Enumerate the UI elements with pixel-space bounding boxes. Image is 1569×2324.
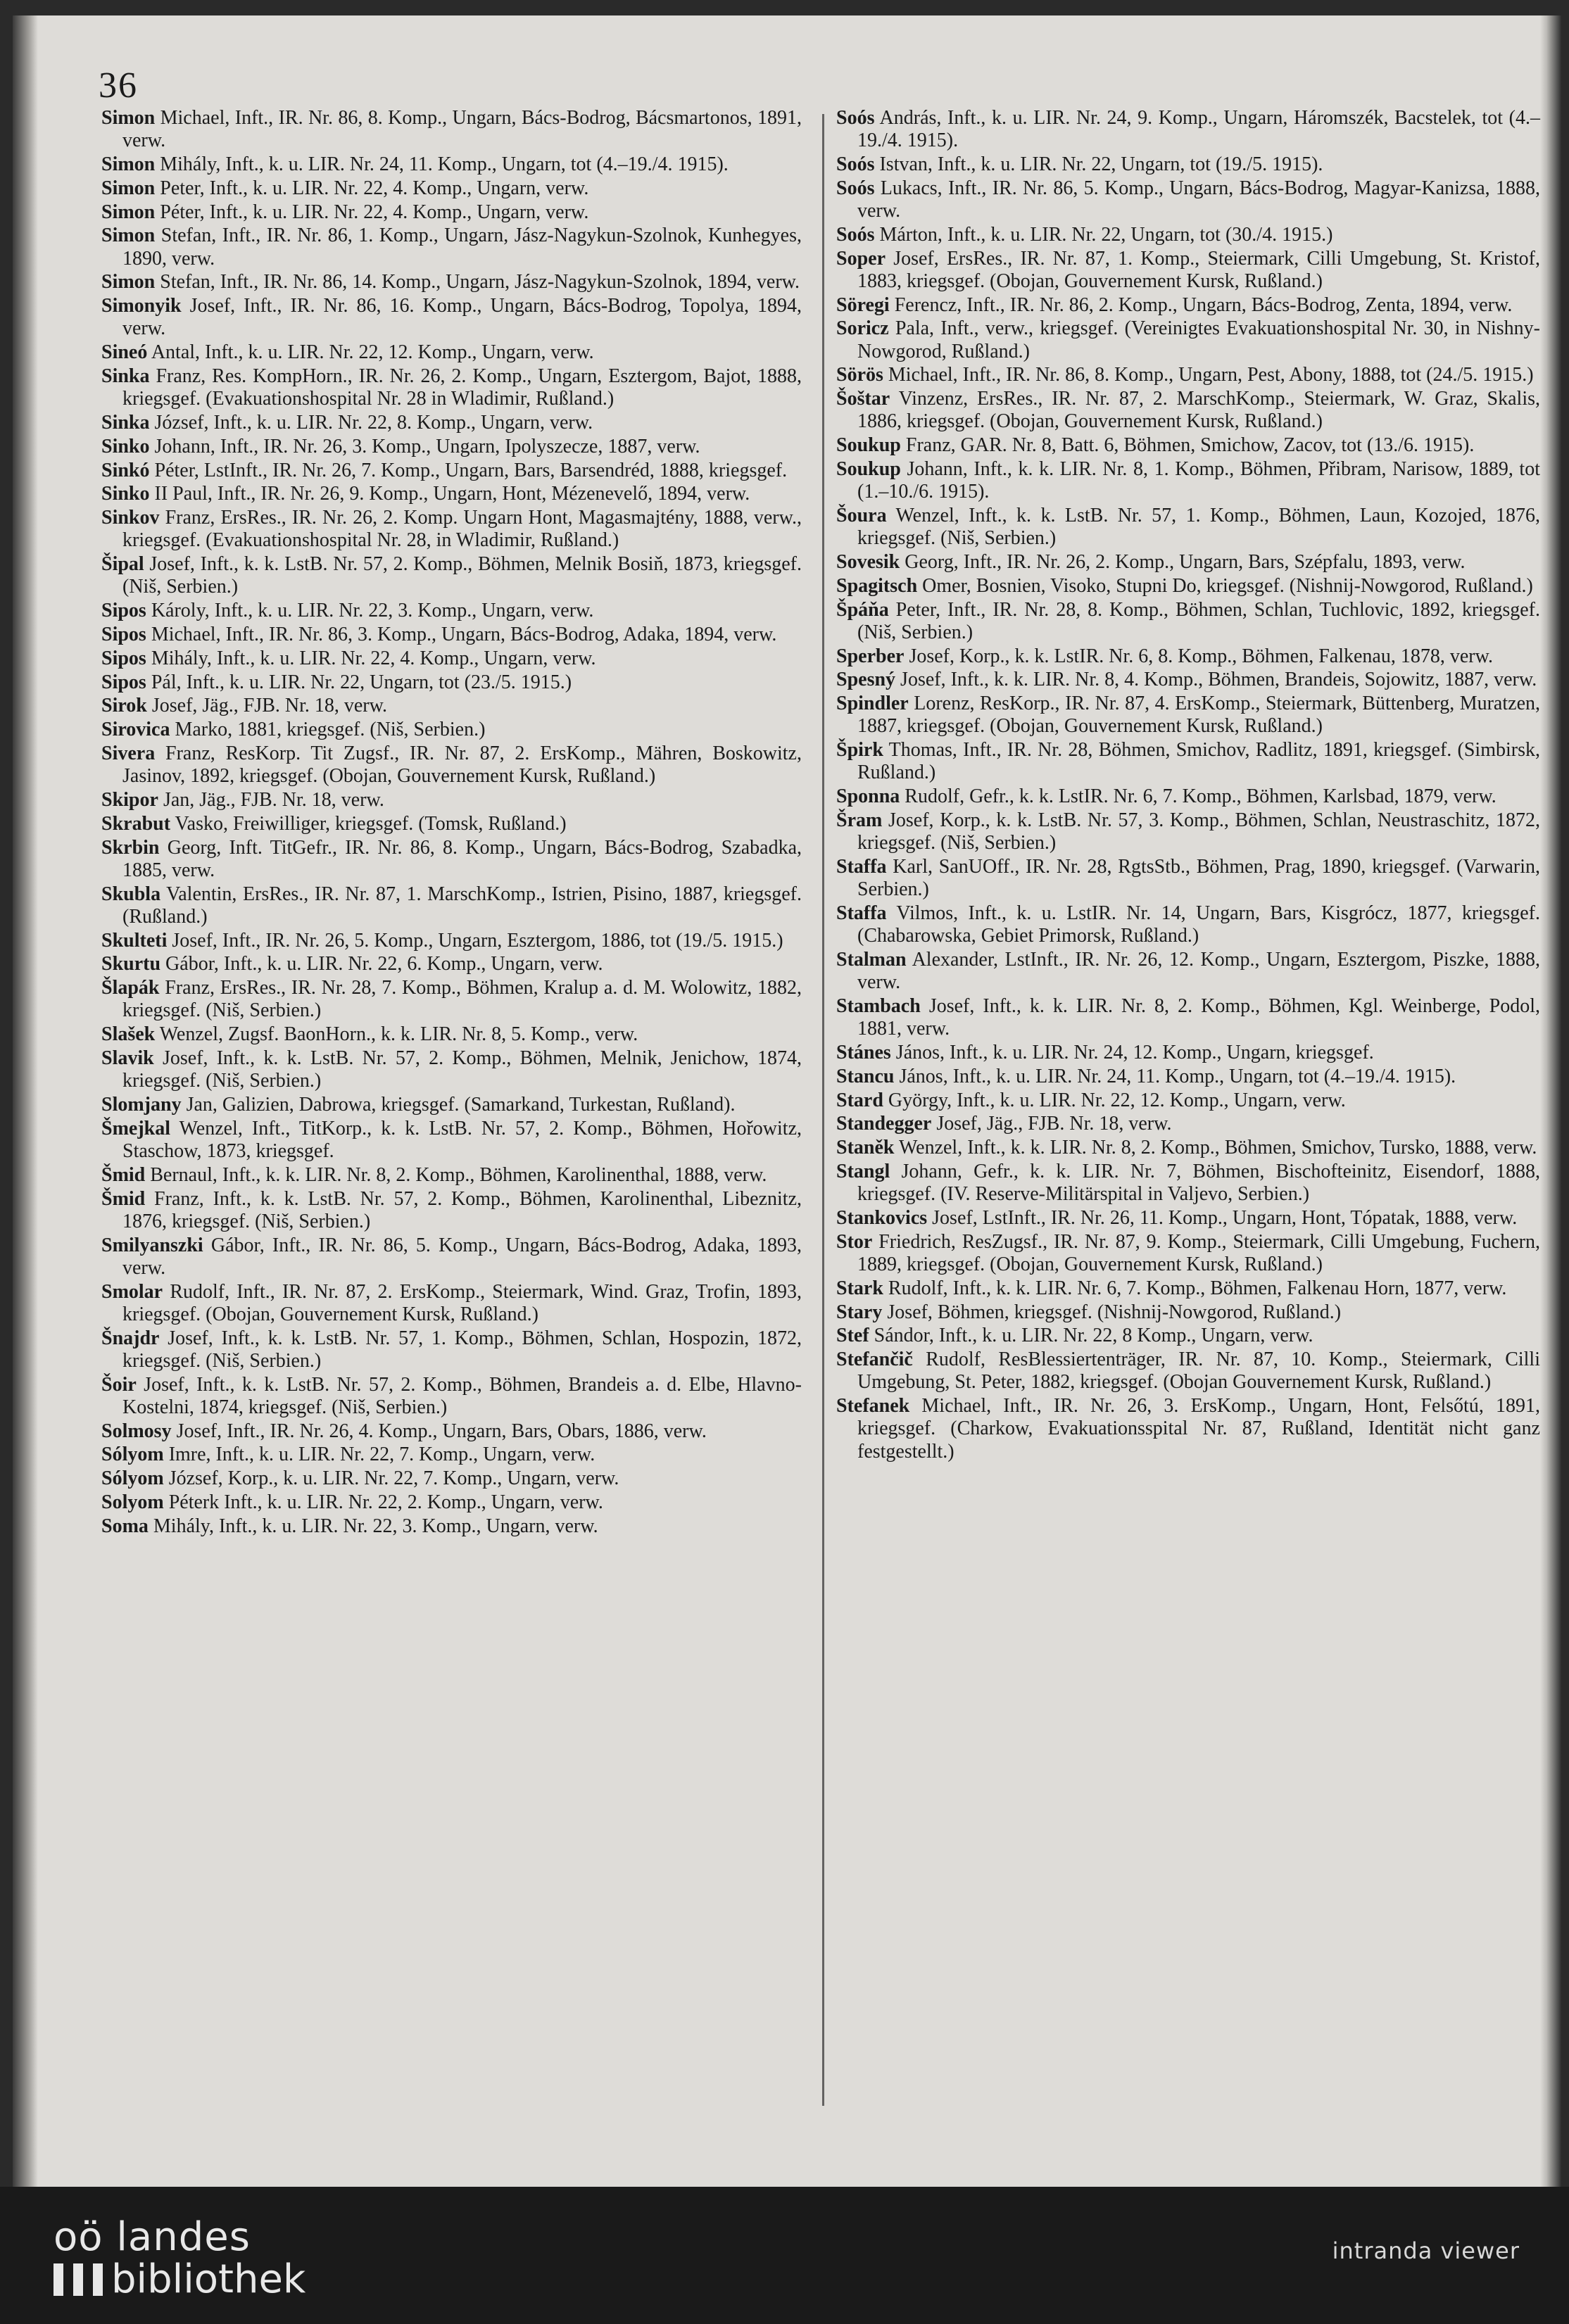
entry-details: Péter, LstInft., IR. Nr. 26, 7. Komp., Ungarn, Bars, Barsendréd, 1888, kriegsgef. <box>149 459 788 481</box>
entry-details: Josef, Inft., k. k. LstB. Nr. 57, 2. Komp., Böhmen, Brandeis a. d. Elbe, Hlavno-Kostelni, 1874, kriegsgef. (Niš, Serbien.) <box>122 1373 802 1418</box>
entry-surname: Skrbin <box>101 836 160 859</box>
entry-details: Josef, Böhmen, kriegsgef. (Nishnij-Nowgorod, Rußland.) <box>882 1301 1342 1323</box>
logo-text-line1: oö landes <box>53 2214 251 2260</box>
entry-details: Georg, Inft. TitGefr., IR. Nr. 86, 8. Komp., Ungarn, Bács-Bodrog, Szabadka, 1885, verw. <box>122 836 802 881</box>
entry-surname: Soukup <box>836 434 901 457</box>
list-entry <box>836 248 1540 293</box>
entry-surname: Simon <box>101 177 156 199</box>
entry-surname: Soós <box>836 107 875 129</box>
entry-surname: Sivera <box>101 742 156 764</box>
entry-surname: Skipor <box>101 788 158 811</box>
entry-details: Rudolf, ResBlessiertenträger, IR. Nr. 87, 10. Komp., Steiermark, Cilli Umgebung, St. Peter, 1882, kriegsgef. (Obojan Gouvernement Kursk, Rußland.) <box>857 1349 1540 1394</box>
entry-details: Jan, Galizien, Dabrowa, kriegsgef. (Samarkand, Turkestan, Rußland). <box>181 1093 736 1116</box>
entry-details: Károly, Inft., k. u. LIR. Nr. 22, 3. Komp., Ungarn, verw. <box>146 600 594 622</box>
entry-details: Franz, Res. KompHorn., IR. Nr. 26, 2. Komp., Ungarn, Esztergom, Bajot, 1888, kriegsgef. (Evakuationshospital Nr. 28 in Wladimir, Rußland.) <box>122 365 802 410</box>
entry-details: Franz, ErsRes., IR. Nr. 28, 7. Komp., Böhmen, Kralup a. d. M. Wolowitz, 1882, kriegsgef. (Niš, Serbien.) <box>122 977 802 1022</box>
list-entry <box>101 1164 802 1187</box>
entry-details: Vasko, Freiwilliger, kriegsgef. (Tomsk, Rußland.) <box>170 812 567 835</box>
entry-details: Josef, Inft., k. k. LstB. Nr. 57, 2. Komp., Böhmen, Melnik, Jenichow, 1874, kriegsgef. (Niš, Serbien.) <box>122 1047 802 1092</box>
entry-surname: Simon <box>101 107 156 129</box>
entry-surname: Stancu <box>836 1065 895 1087</box>
entry-surname: Sipos <box>101 647 146 669</box>
list-entry <box>101 953 802 975</box>
entry-surname: Stambach <box>836 994 921 1017</box>
list-entry <box>836 1137 1540 1159</box>
entry-surname: Sörös <box>836 364 883 386</box>
list-entry <box>836 294 1540 317</box>
list-entry <box>101 460 802 482</box>
logo-line2-wrap <box>53 2257 305 2302</box>
entry-surname: Staffa <box>836 902 887 924</box>
entry-details: Istvan, Inft., k. u. LIR. Nr. 22, Ungarn, tot (19./5. 1915). <box>874 153 1323 175</box>
list-entry <box>101 624 802 646</box>
entry-details: Alexander, LstInft., IR. Nr. 26, 12. Komp., Ungarn, Esztergom, Piszke, 1888, verw. <box>857 948 1540 994</box>
list-entry <box>836 1301 1540 1324</box>
entry-surname: Sinka <box>101 411 150 434</box>
entry-details: Rudolf, Inft., k. k. LIR. Nr. 6, 7. Komp., Böhmen, Falkenau Horn, 1877, verw. <box>883 1277 1507 1299</box>
entry-details: Wenzel, Inft., k. k. LIR. Nr. 8, 2. Komp., Böhmen, Smichov, Tursko, 1888, verw. <box>894 1137 1537 1159</box>
entry-details: Michael, Inft., IR. Nr. 26, 3. ErsKomp., Ungarn, Hont, Felsőtú, 1891, kriegsgef. (Charkow, Evakuationsspital Nr. 87, Rußland, Identität nicht ganz festgestellt.) <box>857 1395 1540 1463</box>
entry-details: Rudolf, Inft., IR. Nr. 87, 2. ErsKomp., Steiermark, Wind. Graz, Trofin, 1893, kriegsgef. (Obojan, Gouvernement Kursk, Rußland.) <box>122 1280 802 1325</box>
list-entry <box>101 1467 802 1490</box>
entry-surname: Stary <box>836 1301 883 1323</box>
entry-surname: Sirok <box>101 695 147 717</box>
list-entry <box>836 1066 1540 1088</box>
entry-surname: Skulteti <box>101 929 168 952</box>
entry-surname: Sirovica <box>101 719 170 741</box>
entry-surname: Simonyik <box>101 295 182 317</box>
list-entry <box>836 364 1540 386</box>
list-entry <box>101 436 802 458</box>
entry-details: Michael, Inft., IR. Nr. 86, 8. Komp., Ungarn, Pest, Abony, 1888, tot (24./5. 1915.) <box>883 364 1534 386</box>
entry-surname: Sinka <box>101 365 150 387</box>
list-entry <box>836 856 1540 901</box>
entry-details: Josef, Inft., IR. Nr. 86, 16. Komp., Ungarn, Bács-Bodrog, Topolya, 1894, verw. <box>122 295 802 340</box>
list-entry <box>836 1277 1540 1300</box>
entry-details: Pál, Inft., k. u. LIR. Nr. 22, Ungarn, tot (23./5. 1915.) <box>146 671 572 693</box>
entry-surname: Šnajdr <box>101 1327 160 1349</box>
page-edge-shadow <box>13 15 38 2187</box>
entry-surname: Šmid <box>101 1163 146 1186</box>
document-page <box>13 15 1561 2187</box>
list-entry <box>101 743 802 788</box>
entry-surname: Simon <box>101 201 156 223</box>
entry-details: Vilmos, Inft., k. u. LstIR. Nr. 14, Ungarn, Bars, Kisgrócz, 1877, kriegsgef. (Chabarowska, Gebiet Primorsk, Rußland.) <box>857 902 1540 947</box>
list-entry <box>101 1094 802 1116</box>
entry-details: Gábor, Inft., IR. Nr. 86, 5. Komp., Ungarn, Bács-Bodrog, Adaka, 1893, verw. <box>122 1234 802 1279</box>
entry-details: János, Inft., k. u. LIR. Nr. 24, 11. Komp., Ungarn, tot (4.–19./4. 1915). <box>894 1065 1456 1087</box>
entry-details: Ferencz, Inft., IR. Nr. 86, 2. Komp., Ungarn, Bács-Bodrog, Zenta, 1894, verw. <box>889 293 1513 316</box>
list-entry <box>836 551 1540 574</box>
logo-text-line2: bibliothek <box>111 2256 306 2302</box>
entry-details: Peter, Inft., IR. Nr. 28, 8. Komp., Böhmen, Schlan, Tuchlovic, 1892, kriegsgef. (Niš, Serbien.) <box>857 598 1540 643</box>
entry-details: Friedrich, ResZugsf., IR. Nr. 87, 9. Komp., Steiermark, Cilli Umgebung, Fuchern, 1889, kriegsgef. (Obojan, Gouvernement Kursk, Rußland.) <box>857 1230 1540 1275</box>
entry-details: Josef, Inft., k. k. LIR. Nr. 8, 4. Komp., Böhmen, Brandeis, Sojowitz, 1887, verw. <box>895 669 1537 691</box>
list-entry <box>101 813 802 835</box>
list-entry <box>836 575 1540 598</box>
entry-surname: Sinko <box>101 483 150 505</box>
list-entry <box>101 719 802 741</box>
list-entry <box>836 317 1540 362</box>
list-entry <box>101 271 802 293</box>
entry-details: György, Inft., k. u. LIR. Nr. 22, 12. Komp., Ungarn, verw. <box>883 1089 1346 1111</box>
entry-details: Josef, LstInft., IR. Nr. 26, 11. Komp., Ungarn, Hont, Tópatak, 1888, verw. <box>927 1206 1518 1229</box>
list-entry <box>101 107 802 152</box>
entry-details: Josef, Inft., IR. Nr. 26, 5. Komp., Ungarn, Esztergom, 1886, tot (19./5. 1915.) <box>167 929 783 952</box>
entry-details: Stefan, Inft., IR. Nr. 86, 14. Komp., Ungarn, Jász-Nagykun-Szolnok, 1894, verw. <box>155 271 800 293</box>
entry-surname: Špirk <box>836 739 883 762</box>
entry-details: Stefan, Inft., IR. Nr. 86, 1. Komp., Ungarn, Jász-Nagykun-Szolnok, Kunhegyes, 1890, verw. <box>122 225 802 270</box>
list-entry <box>101 671 802 694</box>
entry-details: Mihály, Inft., k. u. LIR. Nr. 22, 3. Komp., Ungarn, verw. <box>148 1515 598 1537</box>
entry-details: Wenzel, Inft., TitKorp., k. k. LstB. Nr. 57, 2. Komp., Böhmen, Hořowitz, Staschow, 1873, kriegsgef. <box>122 1117 802 1162</box>
entry-surname: Šoštar <box>836 388 890 410</box>
entry-surname: Soper <box>836 247 886 270</box>
list-entry <box>101 600 802 622</box>
entry-details: Wenzel, Inft., k. k. LstB. Nr. 57, 1. Komp., Böhmen, Laun, Kozojed, 1876, kriegsgef. (Niš, Serbien.) <box>857 504 1540 550</box>
entry-surname: Sinkó <box>101 459 150 481</box>
left-column <box>101 107 802 1539</box>
entry-surname: Stefanek <box>836 1395 910 1417</box>
list-entry <box>101 837 802 882</box>
entry-surname: Skubla <box>101 883 161 905</box>
entry-surname: Sponna <box>836 785 900 808</box>
entry-surname: Sperber <box>836 645 905 667</box>
entry-surname: Sinko <box>101 435 150 457</box>
list-entry <box>836 599 1540 644</box>
entry-details: József, Inft., k. u. LIR. Nr. 22, 8. Komp., Ungarn, verw. <box>149 411 593 434</box>
entry-surname: Spindler <box>836 693 909 715</box>
entry-surname: Solmosy <box>101 1420 172 1442</box>
list-entry <box>836 224 1540 246</box>
list-entry <box>836 1090 1540 1112</box>
entry-surname: Sipos <box>101 623 146 645</box>
entry-details: Josef, Inft., k. k. LstB. Nr. 57, 1. Komp., Böhmen, Schlan, Hospozin, 1872, kriegsgef. (Niš, Serbien.) <box>122 1327 802 1372</box>
list-entry <box>101 553 802 598</box>
entry-details: II Paul, Inft., IR. Nr. 26, 9. Komp., Ungarn, Hont, Mézenevelő, 1894, verw. <box>149 483 750 505</box>
list-entry <box>836 995 1540 1040</box>
list-entry <box>101 177 802 200</box>
list-entry <box>101 1281 802 1326</box>
entry-details: Franz, ErsRes., IR. Nr. 26, 2. Komp. Ungarn Hont, Magasmajtény, 1888, verw., kriegsgef. (Evakuationshospital Nr. 28, in Wladimir, Rußland.) <box>122 507 802 552</box>
entry-surname: Söregi <box>836 293 890 316</box>
entry-surname: Solyom <box>101 1491 164 1513</box>
entry-surname: Simon <box>101 153 156 175</box>
entry-details: Franz, ResKorp. Tit Zugsf., IR. Nr. 87, 2. ErsKomp., Mähren, Boskowitz, Jasinov, 1892, kriegsgef. (Obojan, Gouvernement Kursk, Rußland.) <box>122 742 802 788</box>
entry-details: Péterk Inft., k. u. LIR. Nr. 22, 2. Komp., Ungarn, verw. <box>163 1491 603 1513</box>
entry-details: Gábor, Inft., k. u. LIR. Nr. 22, 6. Komp., Ungarn, verw. <box>160 953 603 975</box>
entry-surname: Simon <box>101 271 156 293</box>
list-entry <box>101 1420 802 1443</box>
entry-surname: Staněk <box>836 1137 895 1159</box>
entry-details: Georg, Inft., IR. Nr. 26, 2. Komp., Ungarn, Bars, Szépfalu, 1893, verw. <box>900 550 1466 573</box>
entry-details: Vinzenz, ErsRes., IR. Nr. 87, 2. MarschKomp., Steiermark, W. Graz, Skalis, 1886, kriegsgef. (Obojan, Gouvernement Kursk, Rußland.) <box>857 388 1540 433</box>
entry-surname: Šoir <box>101 1373 137 1396</box>
entry-surname: Stangl <box>836 1160 890 1182</box>
list-entry <box>101 1491 802 1514</box>
list-entry <box>101 695 802 717</box>
entry-surname: Stard <box>836 1089 883 1111</box>
list-entry <box>836 902 1540 947</box>
entry-surname: Sineó <box>101 341 148 364</box>
list-entry <box>101 201 802 224</box>
entry-surname: Slavik <box>101 1047 154 1069</box>
entry-details: Franz, Inft., k. k. LstB. Nr. 57, 2. Komp., Böhmen, Karolinenthal, Libeznitz, 1876, kriegsgef. (Niš, Serbien.) <box>122 1187 802 1232</box>
entry-details: Peter, Inft., k. u. LIR. Nr. 22, 4. Komp., Ungarn, verw. <box>155 177 589 199</box>
list-entry <box>101 1444 802 1466</box>
entry-details: Péter, Inft., k. u. LIR. Nr. 22, 4. Komp., Ungarn, verw. <box>155 201 589 223</box>
entry-surname: Stánes <box>836 1041 891 1063</box>
entry-surname: Sovesik <box>836 550 900 573</box>
entry-surname: Spagitsch <box>836 574 918 597</box>
entry-details: Marko, 1881, kriegsgef. (Niš, Serbien.) <box>170 719 486 741</box>
list-entry <box>836 669 1540 691</box>
viewer-brand[interactable]: intranda viewer <box>1332 2237 1520 2264</box>
entry-surname: Sólyom <box>101 1467 164 1490</box>
entry-details: Josef, Jäg., FJB. Nr. 18, verw. <box>146 695 388 717</box>
entry-details: Josef, Inft., IR. Nr. 26, 4. Komp., Ungarn, Bars, Obars, 1886, verw. <box>171 1420 707 1442</box>
entry-details: Johann, Inft., IR. Nr. 26, 3. Komp., Ungarn, Ipolyszecze, 1887, verw. <box>149 435 700 457</box>
entry-surname: Stalman <box>836 948 907 971</box>
list-entry <box>101 1118 802 1163</box>
entry-surname: Stankovics <box>836 1206 928 1229</box>
list-entry <box>836 739 1540 784</box>
list-entry <box>836 388 1540 433</box>
list-entry <box>101 883 802 928</box>
list-entry <box>836 107 1540 152</box>
logo-bars-icon <box>53 2263 104 2296</box>
entry-surname: Sinkov <box>101 507 160 529</box>
entry-surname: Šram <box>836 809 883 831</box>
entry-surname: Slomjany <box>101 1093 182 1116</box>
list-entry <box>101 1515 802 1538</box>
list-entry <box>101 225 802 270</box>
page-edge-shadow <box>1540 15 1561 2187</box>
entry-surname: Skrabut <box>101 812 171 835</box>
list-entry <box>101 648 802 670</box>
entry-details: Josef, Korp., k. k. LstB. Nr. 57, 3. Komp., Böhmen, Schlan, Neustraschitz, 1872, kriegsgef. (Niš, Serbien.) <box>857 809 1540 854</box>
entry-details: Omer, Bosnien, Visoko, Stupni Do, kriegsgef. (Nishnij-Nowgorod, Rußland.) <box>917 574 1533 597</box>
list-entry <box>836 1207 1540 1230</box>
entry-details: Karl, SanUOff., IR. Nr. 28, RgtsStb., Böhmen, Prag, 1890, kriegsgef. (Varwarin, Serbien.) <box>857 855 1540 901</box>
entry-details: Josef, Inft., k. k. LstB. Nr. 57, 2. Komp., Böhmen, Melnik Bosiň, 1873, kriegsgef. (Niš, Serbien.) <box>122 553 802 598</box>
list-entry <box>836 1231 1540 1276</box>
entry-surname: Soma <box>101 1515 149 1537</box>
entry-details: Josef, Korp., k. k. LstIR. Nr. 6, 8. Komp., Böhmen, Falkenau, 1878, verw. <box>904 645 1493 667</box>
entry-details: Josef, ErsRes., IR. Nr. 87, 1. Komp., Steiermark, Cilli Umgebung, St. Kristof, 1883, kriegsgef. (Obojan, Gouvernement Kursk, Rußland.) <box>857 247 1540 292</box>
entry-surname: Šmid <box>101 1187 146 1210</box>
list-entry <box>836 153 1540 176</box>
entry-surname: Sólyom <box>101 1444 164 1466</box>
entry-surname: Smolar <box>101 1280 163 1303</box>
entry-surname: Soós <box>836 153 875 175</box>
entry-surname: Staffa <box>836 855 887 878</box>
entry-surname: Soós <box>836 177 875 199</box>
entry-surname: Slašek <box>101 1023 156 1046</box>
list-entry <box>101 295 802 340</box>
list-entry <box>101 365 802 410</box>
entry-surname: Spesný <box>836 669 896 691</box>
list-entry <box>836 505 1540 550</box>
entry-details: Jan, Jäg., FJB. Nr. 18, verw. <box>158 788 384 811</box>
entry-surname: Soós <box>836 223 875 246</box>
entry-surname: Soukup <box>836 457 901 480</box>
entry-details: Valentin, ErsRes., IR. Nr. 87, 1. MarschKomp., Istrien, Pisino, 1887, kriegsgef. (Rußland.) <box>122 883 802 928</box>
list-entry <box>101 483 802 505</box>
list-entry <box>836 949 1540 994</box>
list-entry <box>836 1113 1540 1135</box>
entry-details: Franz, GAR. Nr. 8, Batt. 6, Böhmen, Smichow, Zacov, tot (13./6. 1915). <box>900 434 1475 457</box>
entry-details: Sándor, Inft., k. u. LIR. Nr. 22, 8 Komp., Ungarn, verw. <box>869 1325 1313 1347</box>
list-entry <box>101 153 802 176</box>
list-entry <box>836 434 1540 457</box>
entry-details: Lorenz, ResKorp., IR. Nr. 87, 4. ErsKomp., Steiermark, Büttenberg, Muratzen, 1887, kriegsgef. (Obojan, Gouvernement Kursk, Rußland.) <box>857 693 1540 738</box>
entry-details: Rudolf, Gefr., k. k. LstIR. Nr. 6, 7. Komp., Böhmen, Karlsbad, 1879, verw. <box>900 785 1496 808</box>
entry-surname: Standegger <box>836 1113 932 1135</box>
entry-details: Imre, Inft., k. u. LIR. Nr. 22, 7. Komp., Ungarn, verw. <box>163 1444 596 1466</box>
entry-surname: Šoura <box>836 504 887 526</box>
entry-details: Mihály, Inft., k. u. LIR. Nr. 22, 4. Komp., Ungarn, verw. <box>146 647 596 669</box>
viewer-footer <box>0 2187 1569 2324</box>
list-entry <box>101 1188 802 1233</box>
page-number: 36 <box>99 65 138 106</box>
entry-details: Antal, Inft., k. u. LIR. Nr. 22, 12. Komp., Ungarn, verw. <box>147 341 594 364</box>
entry-surname: Stef <box>836 1325 869 1347</box>
list-entry <box>836 177 1540 222</box>
list-entry <box>836 809 1540 854</box>
list-entry <box>101 977 802 1022</box>
entry-surname: Stark <box>836 1277 883 1299</box>
list-entry <box>836 1042 1540 1064</box>
entry-details: János, Inft., k. u. LIR. Nr. 24, 12. Komp., Ungarn, kriegsgef. <box>890 1041 1374 1063</box>
list-entry <box>101 1374 802 1419</box>
list-entry <box>836 1161 1540 1206</box>
entry-details: Bernaul, Inft., k. k. LIR. Nr. 8, 2. Komp., Böhmen, Karolinenthal, 1888, verw. <box>145 1163 767 1186</box>
list-entry <box>101 930 802 952</box>
entry-details: Josef, Inft., k. k. LIR. Nr. 8, 2. Komp., Böhmen, Kgl. Weinberge, Podol, 1881, verw. <box>857 994 1540 1040</box>
entry-details: Mihály, Inft., k. u. LIR. Nr. 24, 11. Komp., Ungarn, tot (4.–19./4. 1915). <box>155 153 729 175</box>
entry-details: Thomas, Inft., IR. Nr. 28, Böhmen, Smichov, Radlitz, 1891, kriegsgef. (Simbirsk, Rußland.) <box>857 739 1540 784</box>
list-entry <box>836 645 1540 668</box>
entry-surname: Smilyanszki <box>101 1234 203 1256</box>
column-divider <box>822 114 824 2106</box>
list-entry <box>836 1395 1540 1463</box>
right-column <box>836 107 1540 1464</box>
entry-details: Josef, Jäg., FJB. Nr. 18, verw. <box>931 1113 1172 1135</box>
entry-details: József, Korp., k. u. LIR. Nr. 22, 7. Komp., Ungarn, verw. <box>163 1467 619 1490</box>
entry-surname: Špáňa <box>836 598 889 621</box>
entry-surname: Skurtu <box>101 953 161 975</box>
library-logo[interactable] <box>53 2214 306 2302</box>
list-entry <box>836 693 1540 738</box>
entry-details: Johann, Gefr., k. k. LIR. Nr. 7, Böhmen, Bischofteinitz, Eisendorf, 1888, kriegsgef. (IV. Reserve-Militärspital in Valjevo, Serbien.) <box>857 1160 1540 1206</box>
entry-details: Lukacs, Inft., IR. Nr. 86, 5. Komp., Ungarn, Bács-Bodrog, Magyar-Kanizsa, 1888, verw. <box>857 177 1540 222</box>
entry-surname: Stefančič <box>836 1349 913 1371</box>
entry-surname: Šmejkal <box>101 1117 170 1139</box>
list-entry <box>101 1047 802 1092</box>
entry-details: Pala, Inft., verw., kriegsgef. (Vereinigtes Evakuationshospital Nr. 30, in Nishny-Nowgorod, Rußland.) <box>857 317 1540 362</box>
list-entry <box>101 341 802 364</box>
entry-details: Wenzel, Zugsf. BaonHorn., k. k. LIR. Nr. 8, 5. Komp., verw. <box>155 1023 638 1046</box>
list-entry <box>836 1349 1540 1394</box>
entry-surname: Soricz <box>836 317 889 340</box>
entry-surname: Šlapák <box>101 977 160 999</box>
entry-details: Michael, Inft., IR. Nr. 86, 8. Komp., Ungarn, Bács-Bodrog, Bácsmartonos, 1891, verw. <box>122 107 802 152</box>
entry-details: Michael, Inft., IR. Nr. 86, 3. Komp., Ungarn, Bács-Bodrog, Adaka, 1894, verw. <box>146 623 777 645</box>
list-entry <box>101 412 802 434</box>
entry-surname: Sipos <box>101 600 146 622</box>
list-entry <box>101 507 802 552</box>
list-entry <box>836 458 1540 503</box>
list-entry <box>836 785 1540 808</box>
entry-surname: Šipal <box>101 553 144 576</box>
entry-details: András, Inft., k. u. LIR. Nr. 24, 9. Komp., Ungarn, Háromszék, Bacstelek, tot (4.–19./4. 1915). <box>857 107 1540 152</box>
entry-surname: Stor <box>836 1230 873 1253</box>
entry-surname: Simon <box>101 225 156 247</box>
list-entry <box>101 789 802 811</box>
list-entry <box>101 1234 802 1280</box>
entry-surname: Sipos <box>101 671 146 693</box>
entry-details: Márton, Inft., k. u. LIR. Nr. 22, Ungarn, tot (30./4. 1915.) <box>874 223 1333 246</box>
entry-details: Johann, Inft., k. k. LIR. Nr. 8, 1. Komp., Böhmen, Přibram, Narisow, 1889, tot (1.–10./6. 1915). <box>857 457 1540 503</box>
list-entry <box>101 1327 802 1372</box>
list-entry <box>836 1325 1540 1347</box>
list-entry <box>101 1023 802 1046</box>
